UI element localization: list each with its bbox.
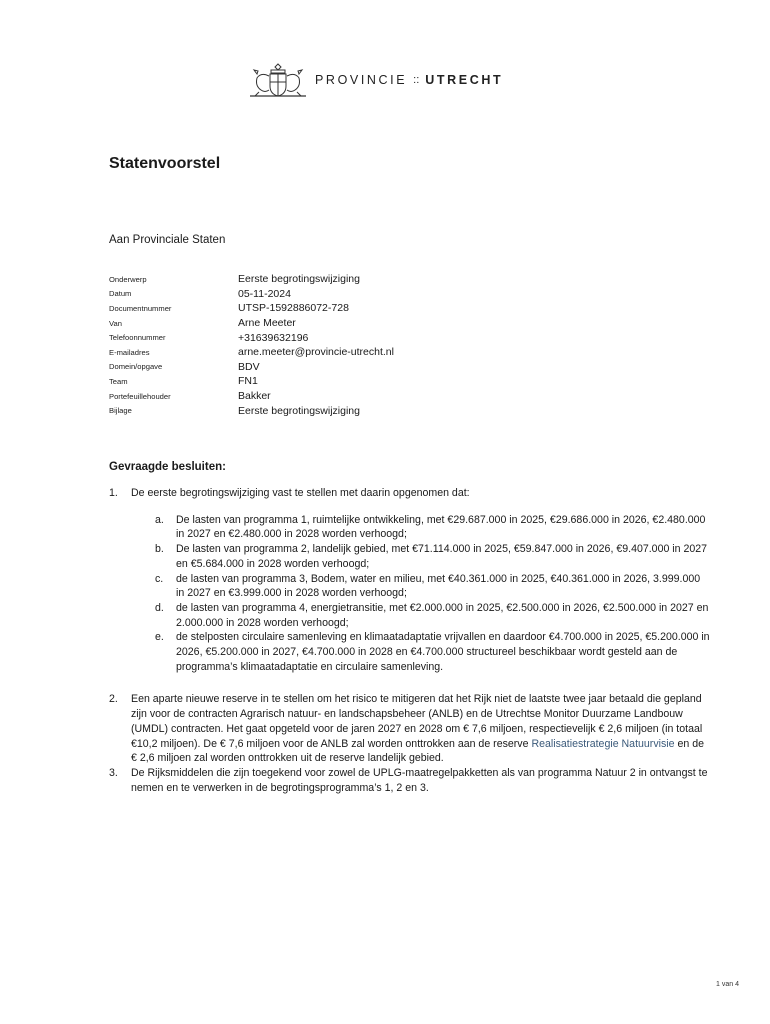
metadata-row [109, 316, 569, 331]
decision-sublist [155, 513, 710, 675]
metadata-row [109, 345, 569, 360]
metadata-row [109, 389, 569, 404]
metadata-value: BDV [238, 360, 260, 373]
org-name-part2: UTRECHT [425, 73, 504, 87]
metadata-label: Domein/opgave [109, 362, 163, 372]
sub-item-text: de lasten van programma 4, energietransitie, met €2.000.000 in 2025, €2.500.000 in 2026, €2.500.000 in 2027 en 2.000.000 in 2028 worden verhoogd; [176, 601, 709, 629]
decision-text: De Rijksmiddelen die zijn toegekend voor zowel de UPLG-maatregelpakketten als van programma Natuur 2 in ontvangst te nemen en te verwerken in de begrotingsprogramma’s 1, 2 en 3. [131, 766, 708, 794]
metadata-row [109, 374, 569, 389]
sub-item-letter: c. [155, 572, 164, 585]
metadata-label: Van [109, 318, 122, 328]
sub-item-text: De lasten van programma 2, landelijk gebied, met €71.114.000 in 2025, €59.847.000 in 2026, €9.407.000 in 2027 en €5.684.000 in 2028 worden verhoogd; [176, 543, 708, 570]
metadata-label: Telefoonnummer [109, 333, 166, 343]
decision-number: 3. [109, 766, 118, 779]
sub-item-text: de stelposten circulaire samenleving en klimaatadaptatie vrijvallen en daardoor €4.700.000 in 2025, €5.200.000 in 2026, €5.200.000 in 2027, €4.700.000 in 2028 en €4.700.000 structureel beschikbaar wordt gesteld aan de programma’s klimaatadaptatie en circulaire samenleving. [176, 631, 710, 673]
sub-item-letter: e. [155, 631, 164, 644]
section-heading: Gevraagde besluiten: [109, 461, 226, 473]
page-number: 1 van 4 [716, 981, 739, 988]
organization-name [315, 73, 503, 87]
sub-item-text: de lasten van programma 3, Bodem, water en milieu, met €40.361.000 in 2025, €40.361.000 in 2026, 3.999.000 in 2027 en €3.999.000 in 2028 worden verhoogd; [176, 572, 701, 600]
decision-item-2 [109, 692, 709, 766]
sub-item-letter: b. [155, 543, 164, 556]
metadata-value: 05-11-2024 [238, 287, 291, 300]
sub-item-letter: a. [155, 513, 164, 526]
metadata-row [109, 301, 569, 316]
metadata-label: Onderwerp [109, 274, 147, 284]
decision-item-1 [109, 486, 709, 501]
decisions-list [109, 486, 709, 795]
metadata-value: Eerste begrotingswijziging [238, 273, 360, 286]
metadata-value: UTSP-1592886072-728 [238, 302, 349, 315]
metadata-value: Arne Meeter [238, 317, 296, 330]
sub-item [155, 630, 710, 674]
metadata-row [109, 287, 569, 302]
decision-number: 1. [109, 487, 118, 499]
decision-text [131, 692, 709, 766]
sub-item-text: De lasten van programma 1, ruimtelijke ontwikkeling, met €29.687.000 in 2025, €29.686.000 in 2026, €2.480.000 in 2027 en €2.480.000 in 2028 worden verhoogd; [176, 513, 706, 541]
metadata-row [109, 360, 569, 375]
metadata-row [109, 272, 569, 287]
metadata-row [109, 330, 569, 345]
sub-item [155, 542, 710, 571]
sub-item [155, 572, 710, 601]
reserve-link[interactable]: Realisatiestrategie Natuurvisie [531, 737, 675, 750]
decision-number: 2. [109, 693, 118, 706]
metadata-value: Bakker [238, 390, 271, 403]
sub-item-letter: d. [155, 601, 164, 614]
metadata-label: Portefeuillehouder [109, 391, 171, 401]
metadata-label: Bijlage [109, 406, 132, 416]
sub-item [155, 513, 710, 542]
org-separator: :: [413, 74, 420, 86]
metadata-value: Eerste begrotingswijziging [238, 404, 360, 417]
metadata-label: Datum [109, 289, 132, 299]
metadata-label: E-mailadres [109, 347, 150, 357]
metadata-value: arne.meeter@provincie-utrecht.nl [238, 346, 394, 359]
decision-text-part: Een aparte nieuwe reserve in te stellen om het risico te mitigeren dat het Rijk niet de laatste twee jaar betaald die gepland zijn voor de contracten Agrarisch natuur- en landschapsbeheer (ANLB) en de Utrechtse Monitor Duurzame Landbouw (UMDL) contracten. Het gaat opgeteld voor de jaren 2027 en 2028 om € 7,6 miljoen, respectievelijk € 2,6 miljoen (in totaal €10,2 miljoen). De € 7,6 miljoen voor de ANLB zal worden onttrokken aan de reserve [131, 693, 703, 750]
addressee: Aan Provinciale Staten [109, 234, 226, 246]
metadata-label: Team [109, 376, 128, 386]
document-title: Statenvoorstel [109, 155, 221, 172]
decision-text-part: en de € 2,6 miljoen zal worden onttrokken uit de reserve landelijk gebied. [131, 737, 704, 765]
document-header [247, 62, 503, 98]
org-name-part1: PROVINCIE [315, 73, 408, 87]
sub-item [155, 601, 710, 630]
coat-of-arms-icon [247, 62, 309, 98]
metadata-label: Documentnummer [109, 303, 172, 313]
metadata-row [109, 403, 569, 418]
metadata-value: +31639632196 [238, 331, 309, 344]
metadata-table [109, 272, 569, 418]
decision-item-3 [109, 766, 709, 795]
metadata-value: FN1 [238, 375, 258, 388]
decision-text: De eerste begrotingswijziging vast te stellen met daarin opgenomen dat: [131, 487, 470, 499]
